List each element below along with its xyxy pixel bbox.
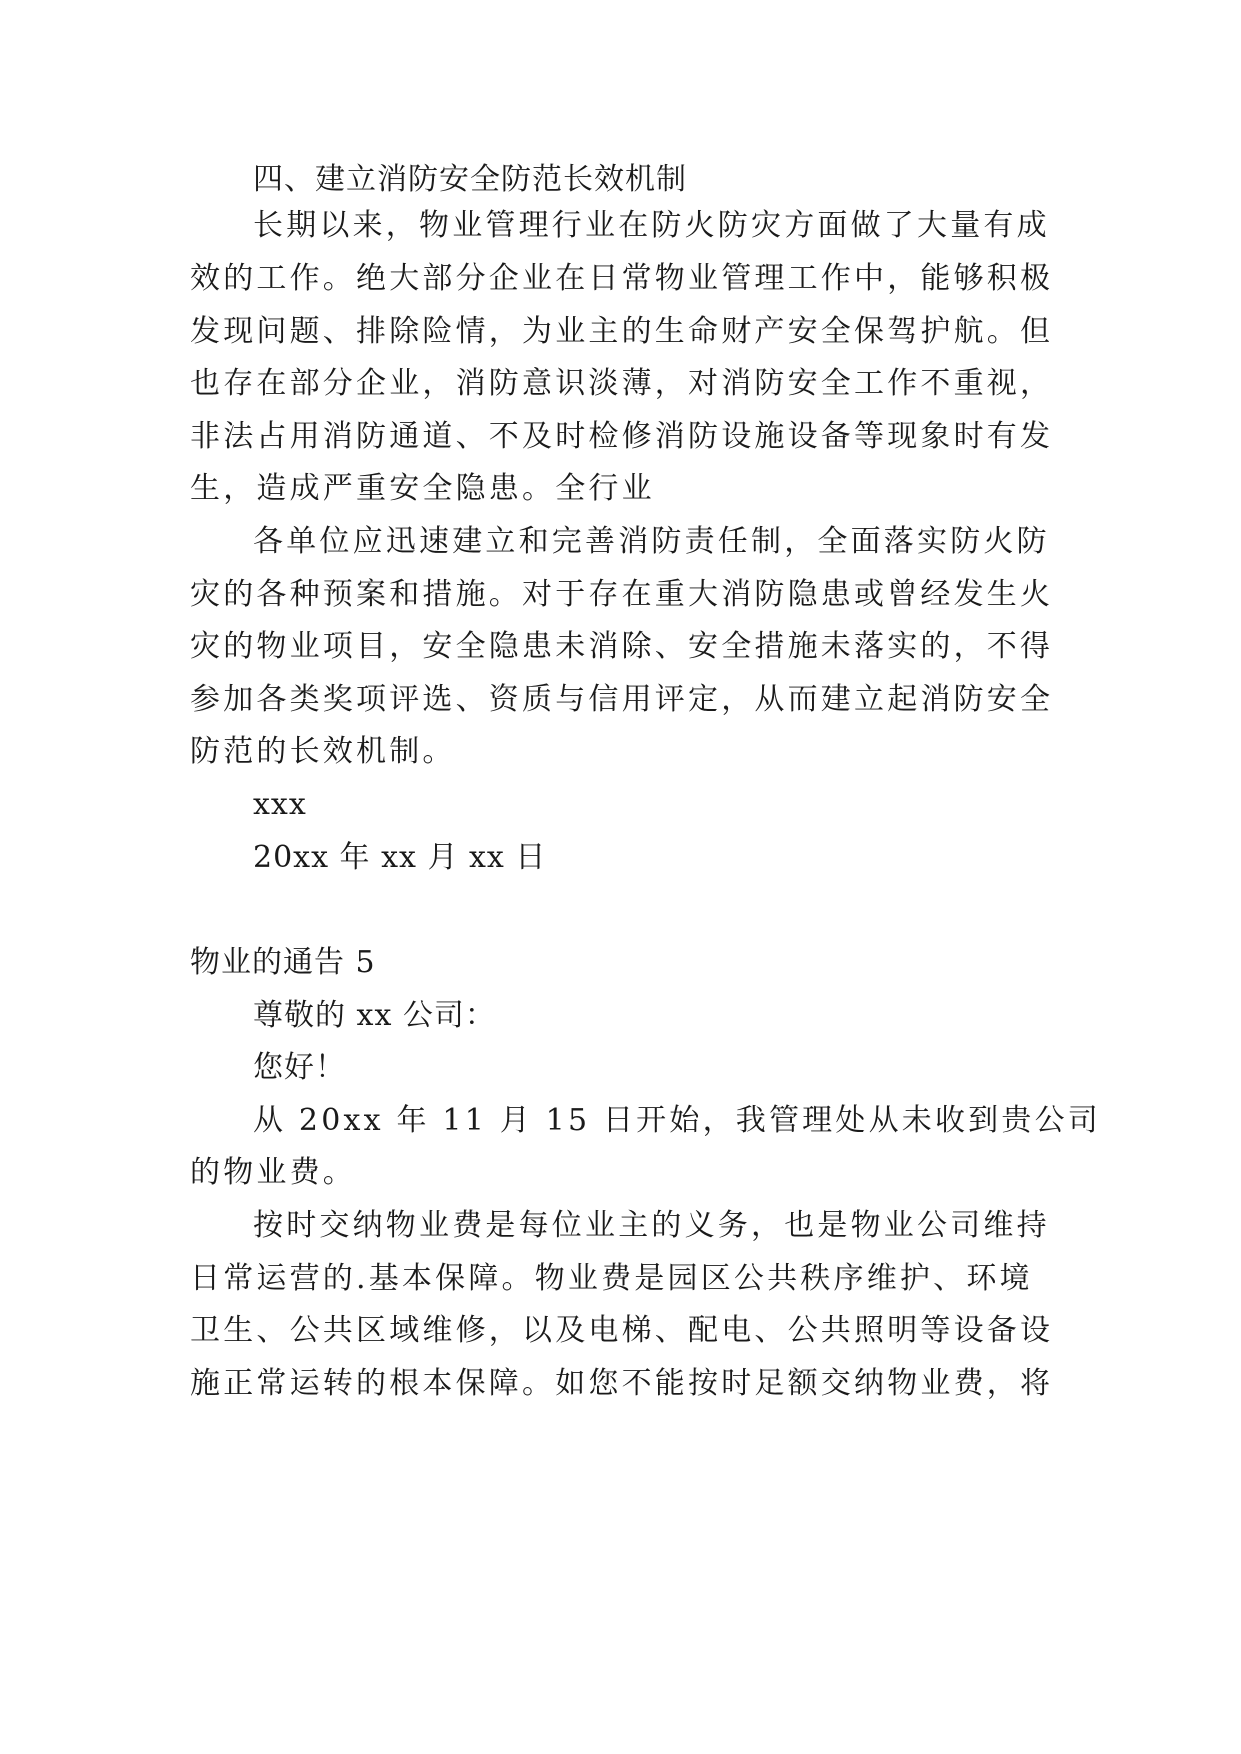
paragraph-line: 也存在部分企业，消防意识淡薄，对消防安全工作不重视， <box>190 366 1054 401</box>
paragraph-line: 效的工作。绝大部分企业在日常物业管理工作中，能够积极 <box>190 261 1054 296</box>
paragraph-line: 长期以来，物业管理行业在防火防灾方面做了大量有成 <box>253 208 1050 243</box>
paragraph-line: 施正常运转的根本保障。如您不能按时足额交纳物业费，将 <box>190 1366 1054 1401</box>
paragraph-line: 按时交纳物业费是每位业主的义务，也是物业公司维持 <box>253 1208 1050 1243</box>
paragraph-line: 防范的长效机制。 <box>190 734 456 769</box>
signature: xxx <box>253 787 307 822</box>
section-heading: 四、建立消防安全防范长效机制 <box>253 162 687 197</box>
paragraph-line: 非法占用消防通道、不及时检修消防设施设备等现象时有发 <box>190 419 1054 454</box>
paragraph-line: 生，造成严重安全隐患。全行业 <box>190 471 655 506</box>
paragraph-line: 从 20xx 年 11 月 15 日开始，我管理处从未收到贵公司 <box>253 1103 1101 1138</box>
paragraph-line: 发现问题、排除险情，为业主的生命财产安全保驾护航。但 <box>190 314 1054 349</box>
paragraph-line: 参加各类奖项评选、资质与信用评定，从而建立起消防安全 <box>190 682 1054 717</box>
paragraph-line: 灾的物业项目，安全隐患未消除、安全措施未落实的，不得 <box>190 629 1054 664</box>
paragraph-line: 灾的各种预案和措施。对于存在重大消防隐患或曾经发生火 <box>190 577 1054 612</box>
paragraph-line: 各单位应迅速建立和完善消防责任制，全面落实防火防 <box>253 524 1050 559</box>
paragraph-line: 卫生、公共区域维修，以及电梯、配电、公共照明等设备设 <box>190 1313 1054 1348</box>
paragraph-line: 日常运营的.基本保障。物业费是园区公共秩序维护、环境 <box>190 1261 1033 1296</box>
greeting: 您好！ <box>253 1050 346 1085</box>
date: 20xx 年 xx 月 xx 日 <box>253 840 547 875</box>
paragraph-line: 的物业费。 <box>190 1155 356 1190</box>
notice-title: 物业的通告 5 <box>190 945 376 980</box>
salutation: 尊敬的 xx 公司： <box>253 998 496 1033</box>
